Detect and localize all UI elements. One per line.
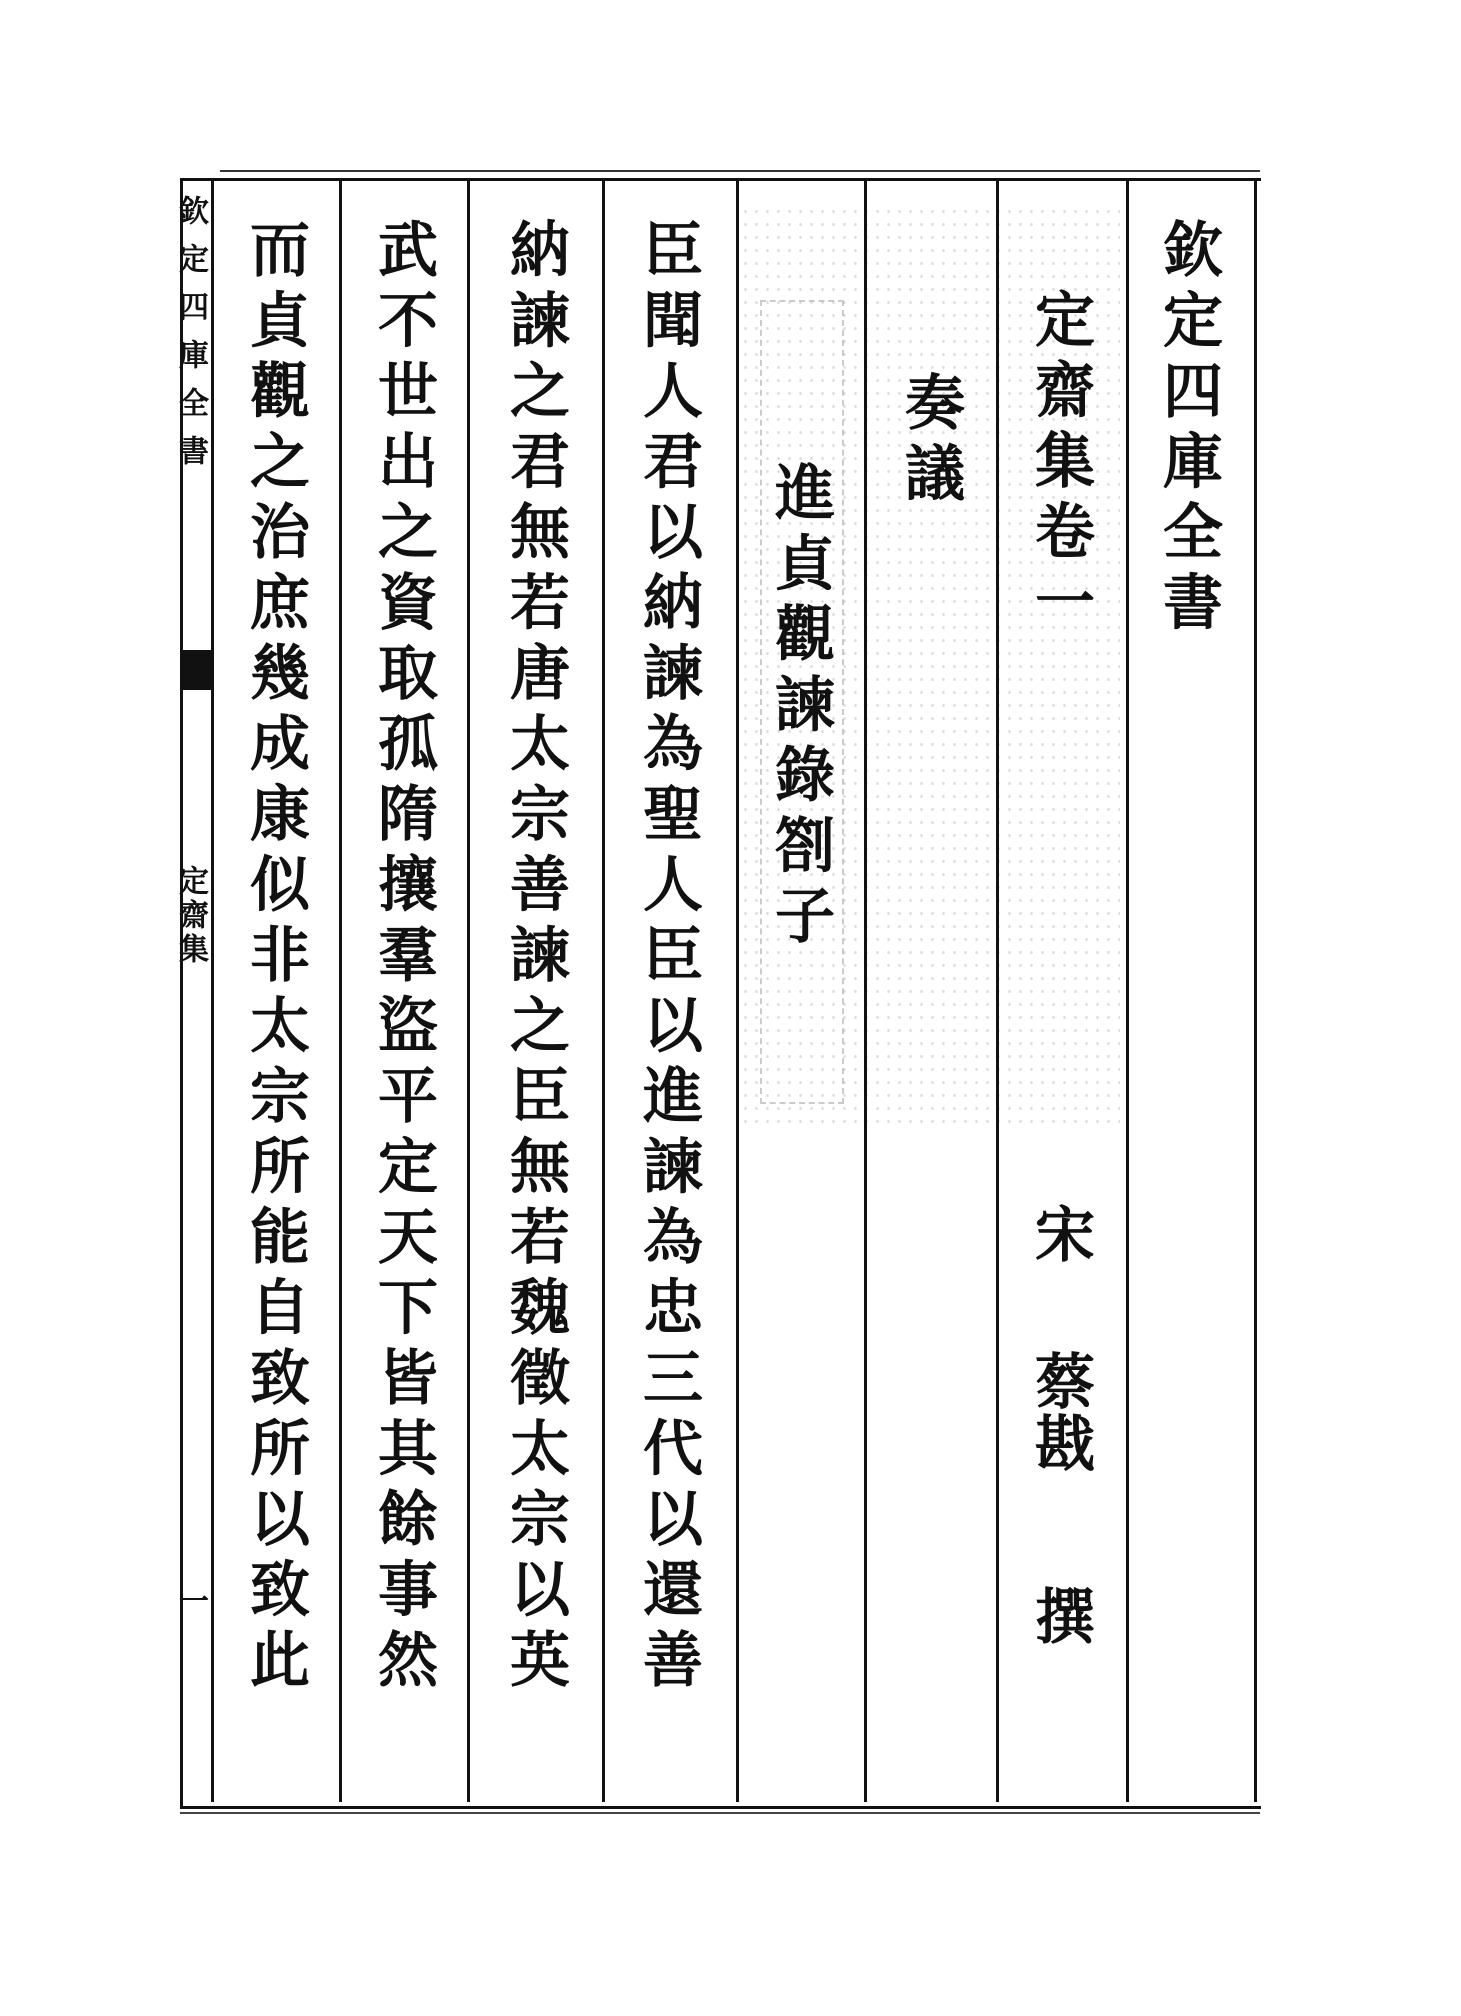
volume-title: 定齋集卷一 (1025, 288, 1095, 641)
author-name: 蔡戡 (1025, 1350, 1095, 1474)
page-frame (173, 178, 1261, 1809)
author-dynasty: 宋 (1025, 1203, 1095, 1274)
margin-fishtail-mark (180, 650, 214, 690)
column-rule (339, 180, 342, 1802)
section-category: 奏議 (895, 371, 965, 512)
body-column-2: 納諫之君無若唐太宗善諫之臣無若魏徵太宗以英 (500, 218, 570, 1699)
bottom-rule (180, 1812, 1260, 1814)
margin-book-title: 定齋集 (173, 865, 208, 967)
margin-series-title: 欽定四庫全書 (173, 195, 208, 483)
column-rule (864, 180, 867, 1802)
piece-title: 進貞觀諫錄劄子 (765, 461, 835, 955)
margin-page-number: 一 (173, 1585, 208, 1615)
body-column-4: 而貞觀之治庶幾成康似非太宗所能自致所以致此 (240, 218, 310, 1699)
body-column-1: 臣聞人君以納諫為聖人臣以進諫為忠三代以還善 (633, 218, 703, 1699)
column-rule (1126, 180, 1129, 1802)
column-rule (1254, 180, 1257, 1802)
top-rule (220, 170, 1260, 172)
body-column-3: 武不世出之資取孤隋攘羣盜平定天下皆其餘事然 (368, 218, 438, 1699)
column-rule (736, 180, 739, 1802)
column-rule (602, 180, 605, 1802)
author-role: 撰 (1025, 1585, 1095, 1656)
column-rule (996, 180, 999, 1802)
collection-title: 欽定四庫全書 (1153, 218, 1223, 641)
column-rule (467, 180, 470, 1802)
